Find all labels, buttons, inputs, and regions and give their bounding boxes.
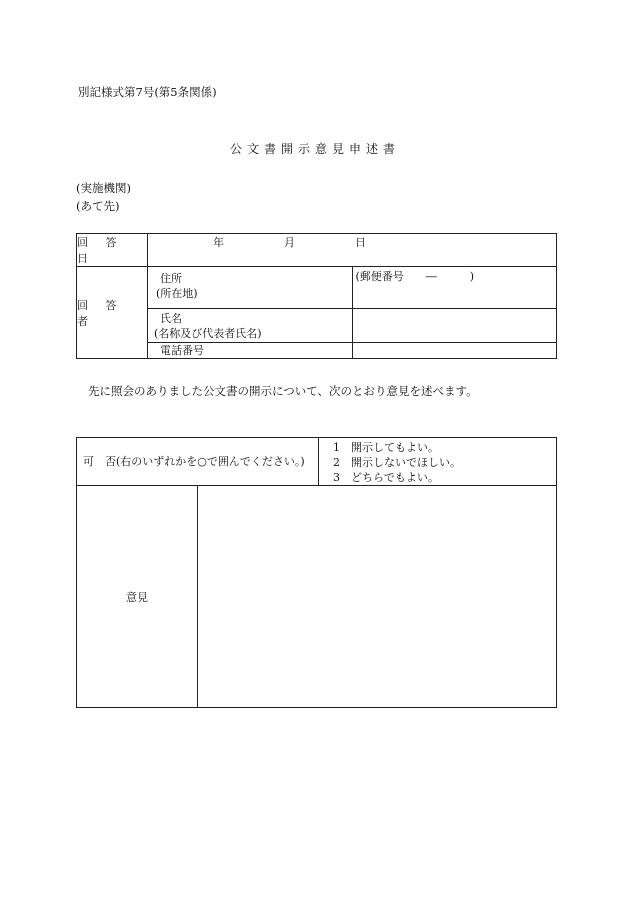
- statement-text: 先に照会のありました公文書の開示について、次のとおり意見を述べます。: [88, 384, 478, 398]
- respondent-label: 回 答 者: [77, 298, 124, 328]
- reply-date-label-cell: [77, 234, 148, 267]
- addressee-label: (あて先): [76, 199, 120, 213]
- day-label: 日: [355, 236, 366, 249]
- month-label: 月: [284, 236, 295, 249]
- reply-date-field[interactable]: [148, 234, 557, 267]
- phone-label: 電話番号: [160, 344, 204, 357]
- opinion-field[interactable]: [198, 486, 557, 708]
- choice-item[interactable]: 2 開示しないでほしい。: [333, 456, 461, 469]
- reply-date-label: 回 答 日: [77, 236, 124, 265]
- name-label: 氏名: [160, 312, 182, 325]
- approval-label-cell: [77, 438, 319, 486]
- address-label: 住所: [160, 272, 182, 285]
- document-title: 公文書開示意見申述書: [229, 142, 400, 156]
- respondent-label-cell: [77, 267, 148, 359]
- approval-label: 可 否(右のいずれかを○で囲んでください。): [83, 454, 305, 468]
- implementing-agency-label: (実施機関): [76, 181, 131, 195]
- choice-item[interactable]: 1 開示してもよい。: [333, 441, 439, 454]
- opinion-table: [76, 437, 557, 708]
- name-sub-label: (名称及び代表者氏名): [154, 327, 262, 340]
- approval-choices-cell: [319, 438, 557, 486]
- address-label-cell: [148, 267, 353, 309]
- respondent-table: [76, 233, 557, 359]
- year-label: 年: [213, 236, 224, 249]
- form-number: 別記様式第7号(第5条関係): [78, 85, 217, 99]
- phone-field[interactable]: [352, 343, 557, 359]
- opinion-label: 意見: [126, 590, 148, 604]
- name-field[interactable]: [352, 309, 557, 343]
- phone-label-cell: [148, 343, 353, 359]
- address-field[interactable]: [352, 267, 557, 309]
- choice-item[interactable]: 3 どちらでもよい。: [333, 471, 439, 484]
- name-label-cell: [148, 309, 353, 343]
- address-sub-label: (所在地): [156, 287, 198, 300]
- postal-code-label: (郵便番号 ― ): [355, 270, 475, 283]
- opinion-label-cell: [77, 486, 198, 708]
